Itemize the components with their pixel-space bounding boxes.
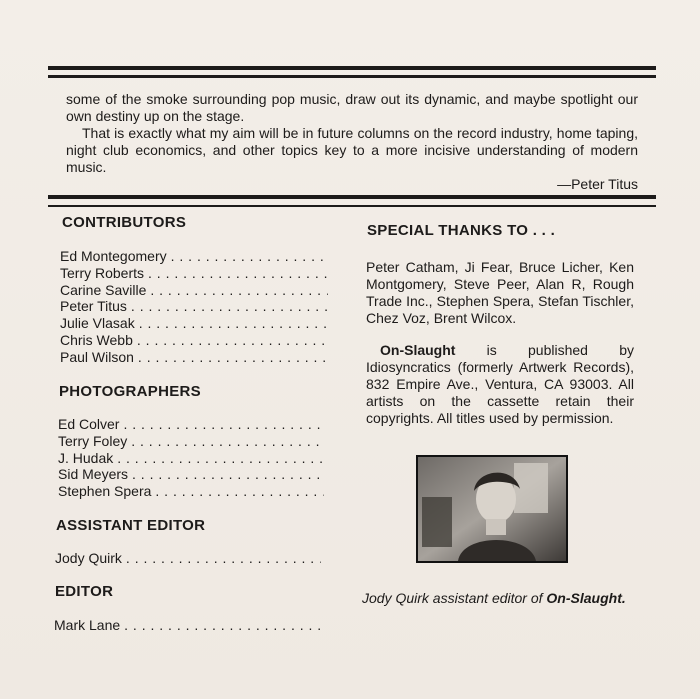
top-rule-secondary (48, 75, 656, 78)
intro-paragraph-2: That is exactly what my aim will be in future columns on the record industry, home taping, night club economics, and other topics key to a more incisive understanding of modern music. (66, 125, 638, 175)
editor-list (54, 617, 320, 634)
list-item: Terry Roberts . . . (60, 265, 328, 282)
middle-rule (48, 195, 656, 199)
list-item: Ed Colver . . . (58, 416, 324, 433)
list-item: Paul Wilson . . . (60, 349, 328, 366)
list-item: Jody Quirk . . . (55, 550, 321, 567)
list-item: Peter Titus . . . (60, 298, 328, 315)
list-item: Julie Vlasak . . . (60, 315, 328, 332)
top-rule (48, 66, 656, 70)
publisher-text: is published by Idiosyncratics (formerly Artwerk Records), 832 Empire Ave., Ventura, CA 93003. All artists on the cassette retain their copyrights. All titles used by permission. (366, 342, 634, 426)
list-item: Carine Saville . . . (60, 282, 328, 299)
photographers-list (58, 416, 324, 500)
intro-paragraph-1: some of the smoke surrounding pop music, draw out its dynamic, and maybe spotlight our own destiny up on the stage. (66, 91, 638, 124)
assistant-editor-heading: ASSISTANT EDITOR (56, 517, 206, 534)
list-item: J. Hudak . . . (58, 450, 324, 467)
publication-name: On-Slaught (380, 342, 456, 358)
list-item: Ed Montegomery . . . (60, 248, 328, 265)
special-thanks-text: Peter Catham, Ji Fear, Bruce Licher, Ken Montgomery, Steve Peer, Alan R, Rough Trade Inc., Stephen Spera, Stefan Tischler, Chez Voz, Brent Wilcox. (366, 259, 634, 326)
special-thanks-heading: SPECIAL THANKS TO . . . (367, 222, 556, 239)
assistant-editor-list (55, 550, 321, 567)
caption-publication: On-Slaught. (546, 590, 626, 606)
contributors-list (60, 248, 328, 366)
editor-heading: EDITOR (55, 583, 114, 600)
list-item: Terry Foley . . . (58, 433, 324, 450)
middle-rule-secondary (48, 205, 656, 207)
photographers-heading: PHOTOGRAPHERS (59, 383, 201, 400)
list-item: Sid Meyers . . . (58, 466, 324, 483)
photo-image (418, 457, 566, 561)
photo-jody-quirk (416, 455, 568, 563)
publisher-note (366, 342, 634, 427)
list-item: Mark Lane . . . (54, 617, 320, 634)
photo-caption (362, 590, 634, 607)
signature: —Peter Titus (557, 176, 638, 192)
intro-text (66, 91, 638, 176)
contributors-heading: CONTRIBUTORS (62, 214, 187, 231)
list-item: Chris Webb . . . (60, 332, 328, 349)
list-item: Stephen Spera . . . (58, 483, 324, 500)
caption-text: Jody Quirk assistant editor of (362, 590, 547, 606)
